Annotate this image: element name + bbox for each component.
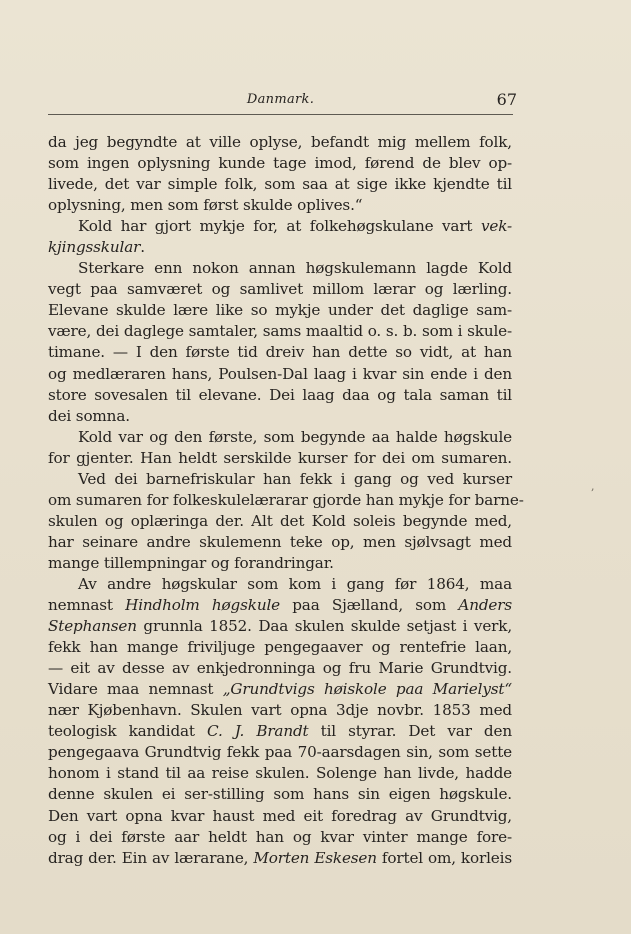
text-segment: Vidare maa nemnast <box>48 680 223 699</box>
text-segment: denne skulen ei ser-stilling som hans sin eigen høgskule. <box>48 785 512 804</box>
text-line <box>48 427 512 448</box>
text-segment: nemnast <box>48 596 126 615</box>
text-line <box>48 406 512 427</box>
text-segment: teologisk kandidat <box>48 722 208 741</box>
text-line <box>48 300 512 321</box>
text-segment: om sumaren for folkeskulelærarar gjorde han mykje for barne- <box>48 490 524 509</box>
text-segment: og i dei første aar heldt han og kvar vinter mange fore- <box>48 827 512 846</box>
text-line <box>48 216 512 237</box>
text-line <box>48 763 512 784</box>
text-line <box>48 174 512 195</box>
text-segment: til styrar. Det var den <box>308 722 512 741</box>
text-segment: store sovesalen til elevane. Dei laag daa og tala saman til <box>48 385 512 404</box>
text-line <box>48 700 512 721</box>
text-line <box>48 679 512 700</box>
text-segment: Av andre høgskular som kom i gang før 1864, maa <box>78 574 512 593</box>
text-line <box>48 721 512 742</box>
text-line <box>48 448 512 469</box>
text-segment: grunnla 1852. Daa skulen skulde setjast i verk, <box>136 617 512 636</box>
text-segment: har seinare andre skulemenn teke op, men sjølvsagt med <box>48 532 512 551</box>
text-line <box>48 385 512 406</box>
text-line <box>48 153 512 174</box>
text-segment: Kold har gjort mykje for, at folkehøgskulane vart <box>78 217 481 236</box>
text-segment: Sterkare enn nokon annan høgskulemann lagde Kold <box>78 259 512 278</box>
text-segment: og medlæraren hans, Poulsen-Dal laag i kvar sin ende i den <box>48 364 512 383</box>
emphasized-text: Anders <box>458 596 512 615</box>
header-rule <box>48 114 513 115</box>
text-line <box>48 279 512 300</box>
running-head: Danmark. <box>246 92 315 107</box>
emphasized-text: Hindholm høgskule <box>125 596 280 615</box>
text-segment: fortel om, korleis <box>376 848 512 867</box>
text-line <box>48 511 512 532</box>
text-line <box>48 195 512 216</box>
text-segment: timane. — I den første tid dreiv han dette so vidt, at han <box>48 343 512 362</box>
emphasized-text: Morten Eskesen <box>253 848 377 867</box>
page-number: 67 <box>496 90 517 109</box>
emphasized-text: Stephansen <box>48 617 137 636</box>
emphasized-text: C. J. Brandt <box>207 722 309 741</box>
text-segment: som ingen oplysning kunde tage imod, førend de blev op- <box>48 154 512 173</box>
text-segment: nær Kjøbenhavn. Skulen vart opna 3dje novbr. 1853 med <box>48 701 512 720</box>
text-line <box>48 132 512 153</box>
text-segment: livede, det var simple folk, som saa at sige ikke kjendte til <box>48 175 512 194</box>
text-line <box>48 595 512 616</box>
text-segment: oplysning, men som først skulde oplives.“ <box>48 196 363 215</box>
text-line <box>48 742 512 763</box>
text-segment: fekk han mange friviljuge pengegaaver og rentefrie laan, <box>48 638 512 657</box>
text-segment: Ved dei barnefriskular han fekk i gang og ved kurser <box>78 469 512 488</box>
text-segment: pengegaava Grundtvig fekk paa 70-aarsdagen sin, som sette <box>48 743 512 762</box>
text-line <box>48 321 512 342</box>
emphasized-text: „Grundtvigs høiskole paa Marielyst“ <box>222 680 512 699</box>
text-segment: være, dei daglege samtaler, sams maaltid o. s. b. som i skule- <box>48 322 512 341</box>
emphasized-text: vek- <box>480 217 512 236</box>
text-line <box>48 806 512 827</box>
text-segment: dei somna. <box>48 406 130 425</box>
text-line <box>48 258 512 279</box>
text-line <box>48 848 512 869</box>
text-segment: drag der. Ein av lærarane, <box>48 848 254 867</box>
text-line <box>48 364 512 385</box>
text-line <box>48 490 524 511</box>
text-line <box>48 574 512 595</box>
text-line <box>48 553 512 574</box>
text-segment: — eit av desse av enkjedronninga og fru Marie Grundtvig. <box>48 659 512 678</box>
emphasized-text: kjingsskular <box>48 238 141 257</box>
text-segment: skulen og oplæringa der. Alt det Kold soleis begynde med, <box>48 511 512 530</box>
text-segment: for gjenter. Han heldt serskilde kurser for dei om sumaren. <box>48 448 512 467</box>
text-segment: da jeg begyndte at ville oplyse, befandt mig mellem folk, <box>48 133 512 151</box>
text-line <box>48 616 512 637</box>
text-line <box>48 469 512 490</box>
text-line <box>48 658 512 679</box>
text-segment: vegt paa samværet og samlivet millom lærar og lærling. <box>48 280 512 299</box>
text-segment: Elevane skulde lære like so mykje under det daglige sam- <box>48 301 512 320</box>
text-line <box>48 532 512 553</box>
text-segment: paa Sjælland, som <box>280 596 459 615</box>
margin-mark: , <box>591 480 595 493</box>
text-line <box>48 342 512 363</box>
text-line <box>48 637 512 658</box>
body-text <box>48 132 524 869</box>
text-segment: mange tillempningar og forandringar. <box>48 553 334 572</box>
text-segment: Den vart opna kvar haust med eit foredrag av Grundtvig, <box>48 806 512 825</box>
text-segment: honom i stand til aa reise skulen. Solenge han livde, hadde <box>48 764 512 783</box>
text-line <box>48 784 512 805</box>
page-header <box>48 90 517 116</box>
text-segment: . <box>140 238 145 257</box>
text-segment: Kold var og den første, som begynde aa halde høgskule <box>78 427 512 446</box>
text-line <box>48 237 512 258</box>
text-line <box>48 827 512 848</box>
